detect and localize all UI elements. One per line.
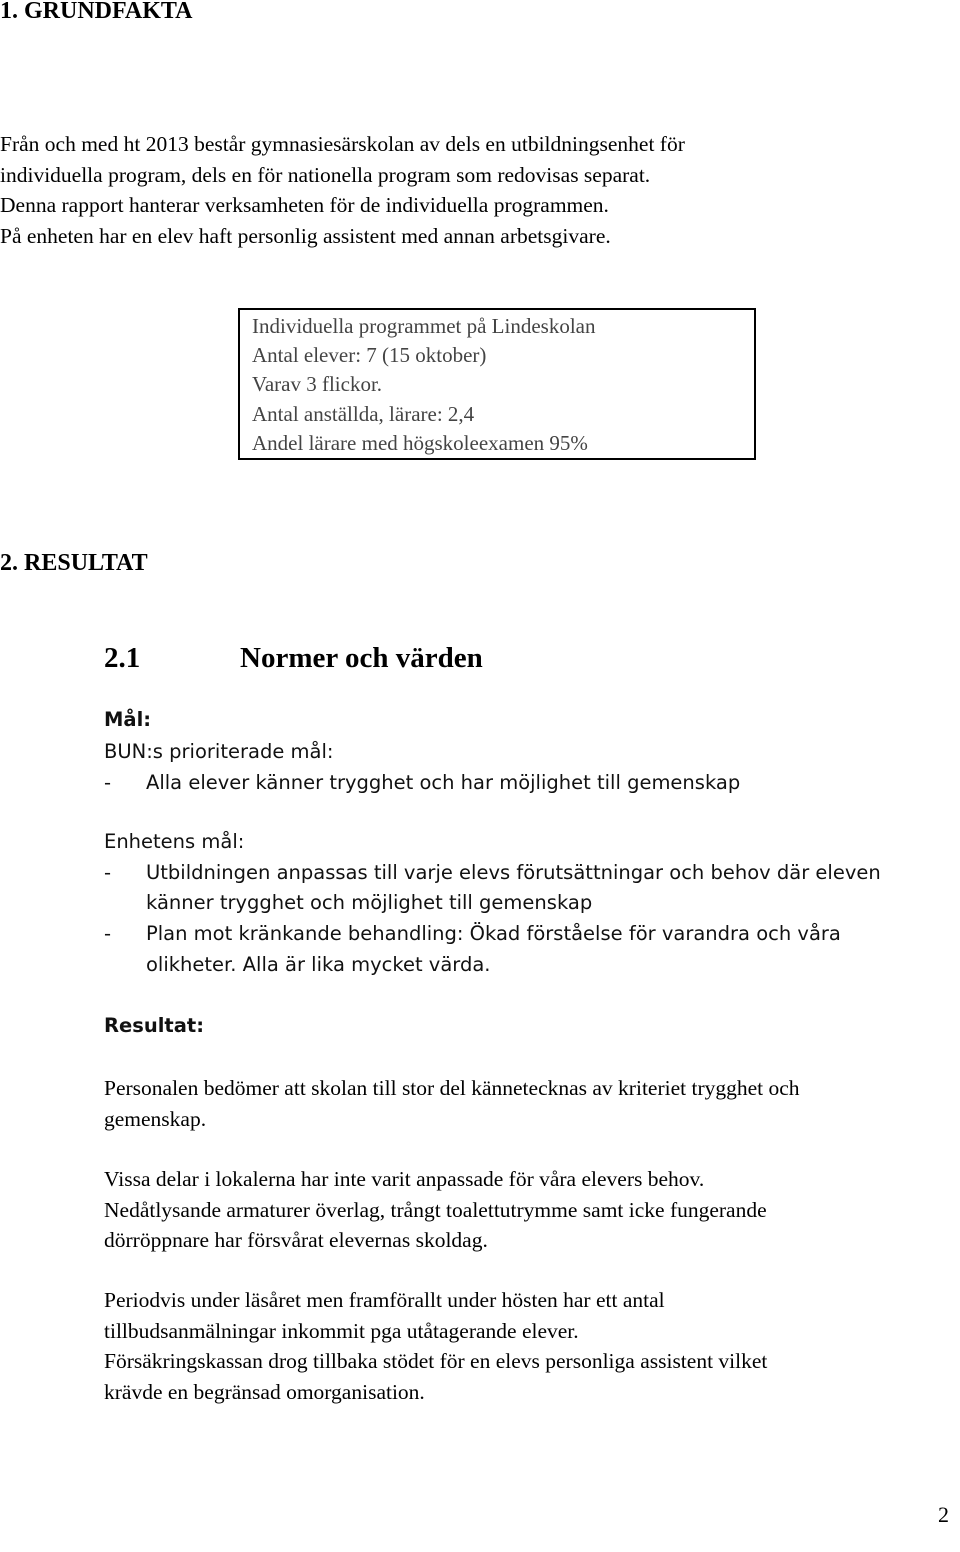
result-line: Försäkringskassan drog tillbaka stödet för en elevs personliga assistent vilket xyxy=(104,1349,768,1373)
facts-line: Individuella programmet på Lindeskolan xyxy=(252,314,596,338)
bun-goal-item: Alla elever känner trygghet och har möjlighet till gemenskap xyxy=(146,771,741,794)
subsection-title: Normer och värden xyxy=(240,642,483,674)
result-line: tillbudsanmälningar inkommit pga utåtagerande elever. xyxy=(104,1318,579,1343)
unit-goal-item: olikheter. Alla är lika mycket värda. xyxy=(146,953,491,976)
intro-paragraph xyxy=(0,129,685,251)
goal-label: Mål: xyxy=(104,708,152,731)
result-line: krävde en begränsad omorganisation. xyxy=(104,1379,425,1404)
result-paragraph xyxy=(104,1073,800,1134)
section-heading-resultat: 2. RESULTAT xyxy=(0,550,148,576)
section-heading-grundfakta: 1. GRUNDFAKTA xyxy=(0,0,193,24)
bullet-dash: - xyxy=(104,771,112,794)
result-line: gemenskap. xyxy=(104,1106,207,1131)
page-number: 2 xyxy=(938,1502,949,1527)
unit-goal-item: Utbildningen anpassas till varje elevs förutsättningar och behov där eleven xyxy=(146,861,881,884)
bullet-dash: - xyxy=(104,861,112,884)
result-line: Personalen bedömer att skolan till stor del kännetecknas av kriteriet trygghet och xyxy=(104,1076,800,1100)
intro-line: individuella program, dels en för nationella program som redovisas separat. xyxy=(0,162,651,187)
result-line: Nedåtlysande armaturer överlag, trångt toalettutrymme samt icke fungerande xyxy=(104,1197,767,1222)
result-label: Resultat: xyxy=(104,1014,205,1037)
facts-line: Varav 3 flickor. xyxy=(252,372,383,396)
unit-goal-item: känner trygghet och möjlighet till gemenskap xyxy=(146,891,593,914)
subsection-number: 2.1 xyxy=(104,642,141,674)
result-paragraph xyxy=(104,1285,767,1407)
facts-line: Antal elever: 7 (15 oktober) xyxy=(252,343,487,367)
facts-line: Andel lärare med högskoleexamen 95% xyxy=(252,431,588,455)
bullet-dash: - xyxy=(104,922,112,945)
result-line: dörröppnare har försvårat elevernas skoldag. xyxy=(104,1228,488,1252)
intro-line: Denna rapport hanterar verksamheten för de individuella programmen. xyxy=(0,193,609,217)
result-paragraph xyxy=(104,1164,767,1256)
intro-line: Från och med ht 2013 består gymnasiesärskolan av dels en utbildningsenhet för xyxy=(0,132,685,156)
unit-goal-item: Plan mot kränkande behandling: Ökad förståelse för varandra och våra xyxy=(146,922,841,945)
unit-goals-label: Enhetens mål: xyxy=(104,830,245,853)
result-line: Periodvis under läsåret men framförallt under hösten har ett antal xyxy=(104,1288,665,1312)
intro-line: På enheten har en elev haft personlig assistent med annan arbetsgivare. xyxy=(0,223,611,248)
bun-goals-label: BUN:s prioriterade mål: xyxy=(104,740,334,763)
facts-box xyxy=(238,308,756,460)
result-line: Vissa delar i lokalerna har inte varit anpassade för våra elevers behov. xyxy=(104,1167,705,1191)
facts-line: Antal anställda, lärare: 2,4 xyxy=(252,402,475,426)
